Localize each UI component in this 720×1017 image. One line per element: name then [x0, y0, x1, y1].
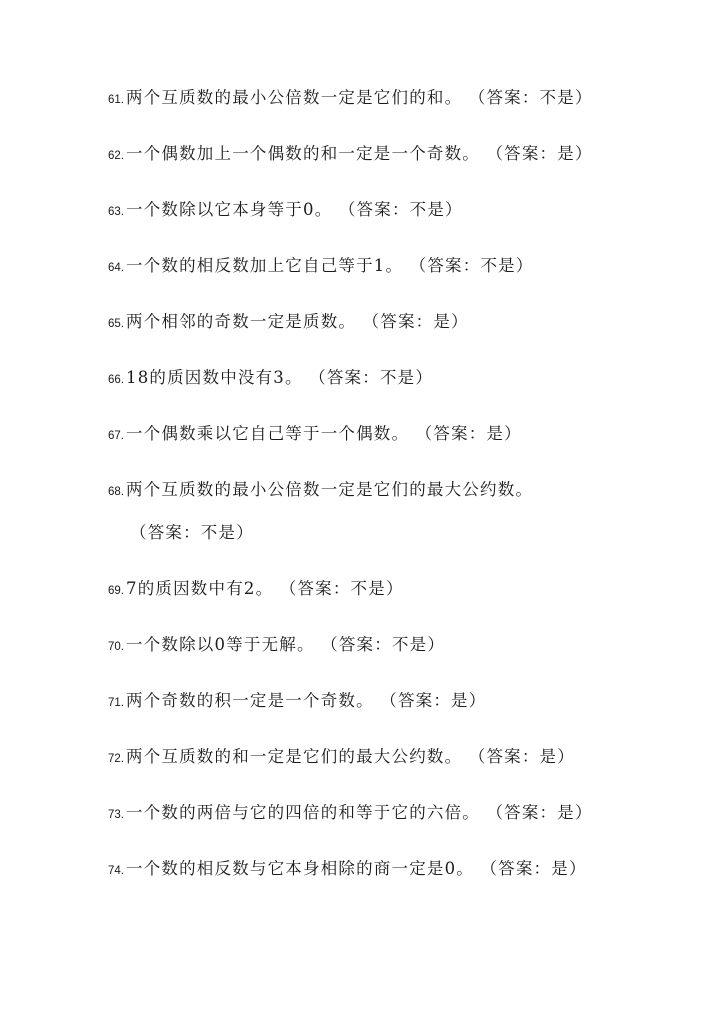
question-61: [108, 86, 668, 112]
question-64: [108, 254, 668, 280]
question-number: 61.: [108, 94, 124, 106]
question-74: [108, 857, 668, 883]
question-72: [108, 745, 668, 771]
question-number: 72.: [108, 753, 124, 765]
question-text: 两个互质数的最小公倍数一定是它们的和。 （答案：不是）: [126, 88, 593, 107]
question-62: [108, 142, 668, 168]
question-text: 一个偶数加上一个偶数的和一定是一个奇数。 （答案：是）: [126, 144, 593, 163]
question-number: 65.: [108, 318, 124, 330]
question-text: 两个互质数的最小公倍数一定是它们的最大公约数。: [126, 480, 534, 499]
question-number: 69.: [108, 585, 124, 597]
question-number: 73.: [108, 809, 124, 821]
question-67: [108, 422, 668, 448]
question-text: 两个相邻的奇数一定是质数。 （答案：是）: [126, 312, 469, 331]
question-text: 7的质因数中有2。 （答案：不是）: [126, 579, 404, 598]
question-number: 74.: [108, 865, 124, 877]
question-text: 18的质因数中没有3。 （答案：不是）: [126, 368, 434, 387]
question-text: 一个数的相反数与它本身相除的商一定是0。 （答案：是）: [126, 859, 587, 878]
question-text: 两个互质数的和一定是它们的最大公约数。 （答案：是）: [126, 747, 575, 766]
question-63: [108, 198, 668, 224]
question-number: 67.: [108, 430, 124, 442]
question-number: 71.: [108, 697, 124, 709]
question-number: 66.: [108, 374, 124, 386]
question-text: 一个数的两倍与它的四倍的和等于它的六倍。 （答案：是）: [126, 803, 593, 822]
question-text: 一个数除以它本身等于0。 （答案：不是）: [126, 200, 463, 219]
question-73: [108, 801, 668, 827]
question-69: [108, 577, 668, 603]
question-number: 63.: [108, 206, 124, 218]
question-68: [108, 478, 668, 504]
question-text: 一个数的相反数加上它自己等于1。 （答案：不是）: [126, 256, 534, 275]
question-text: 一个偶数乘以它自己等于一个偶数。 （答案：是）: [126, 424, 522, 443]
question-text: 一个数除以0等于无解。 （答案：不是）: [126, 635, 446, 654]
question-68-continuation: （答案：不是）: [130, 523, 254, 542]
question-number: 68.: [108, 486, 124, 498]
question-66: [108, 366, 668, 392]
question-70: [108, 633, 668, 659]
question-65: [108, 310, 668, 336]
question-71: [108, 689, 668, 715]
question-number: 62.: [108, 150, 124, 162]
question-number: 64.: [108, 262, 124, 274]
question-text: 两个奇数的积一定是一个奇数。 （答案：是）: [126, 691, 487, 710]
question-number: 70.: [108, 641, 124, 653]
